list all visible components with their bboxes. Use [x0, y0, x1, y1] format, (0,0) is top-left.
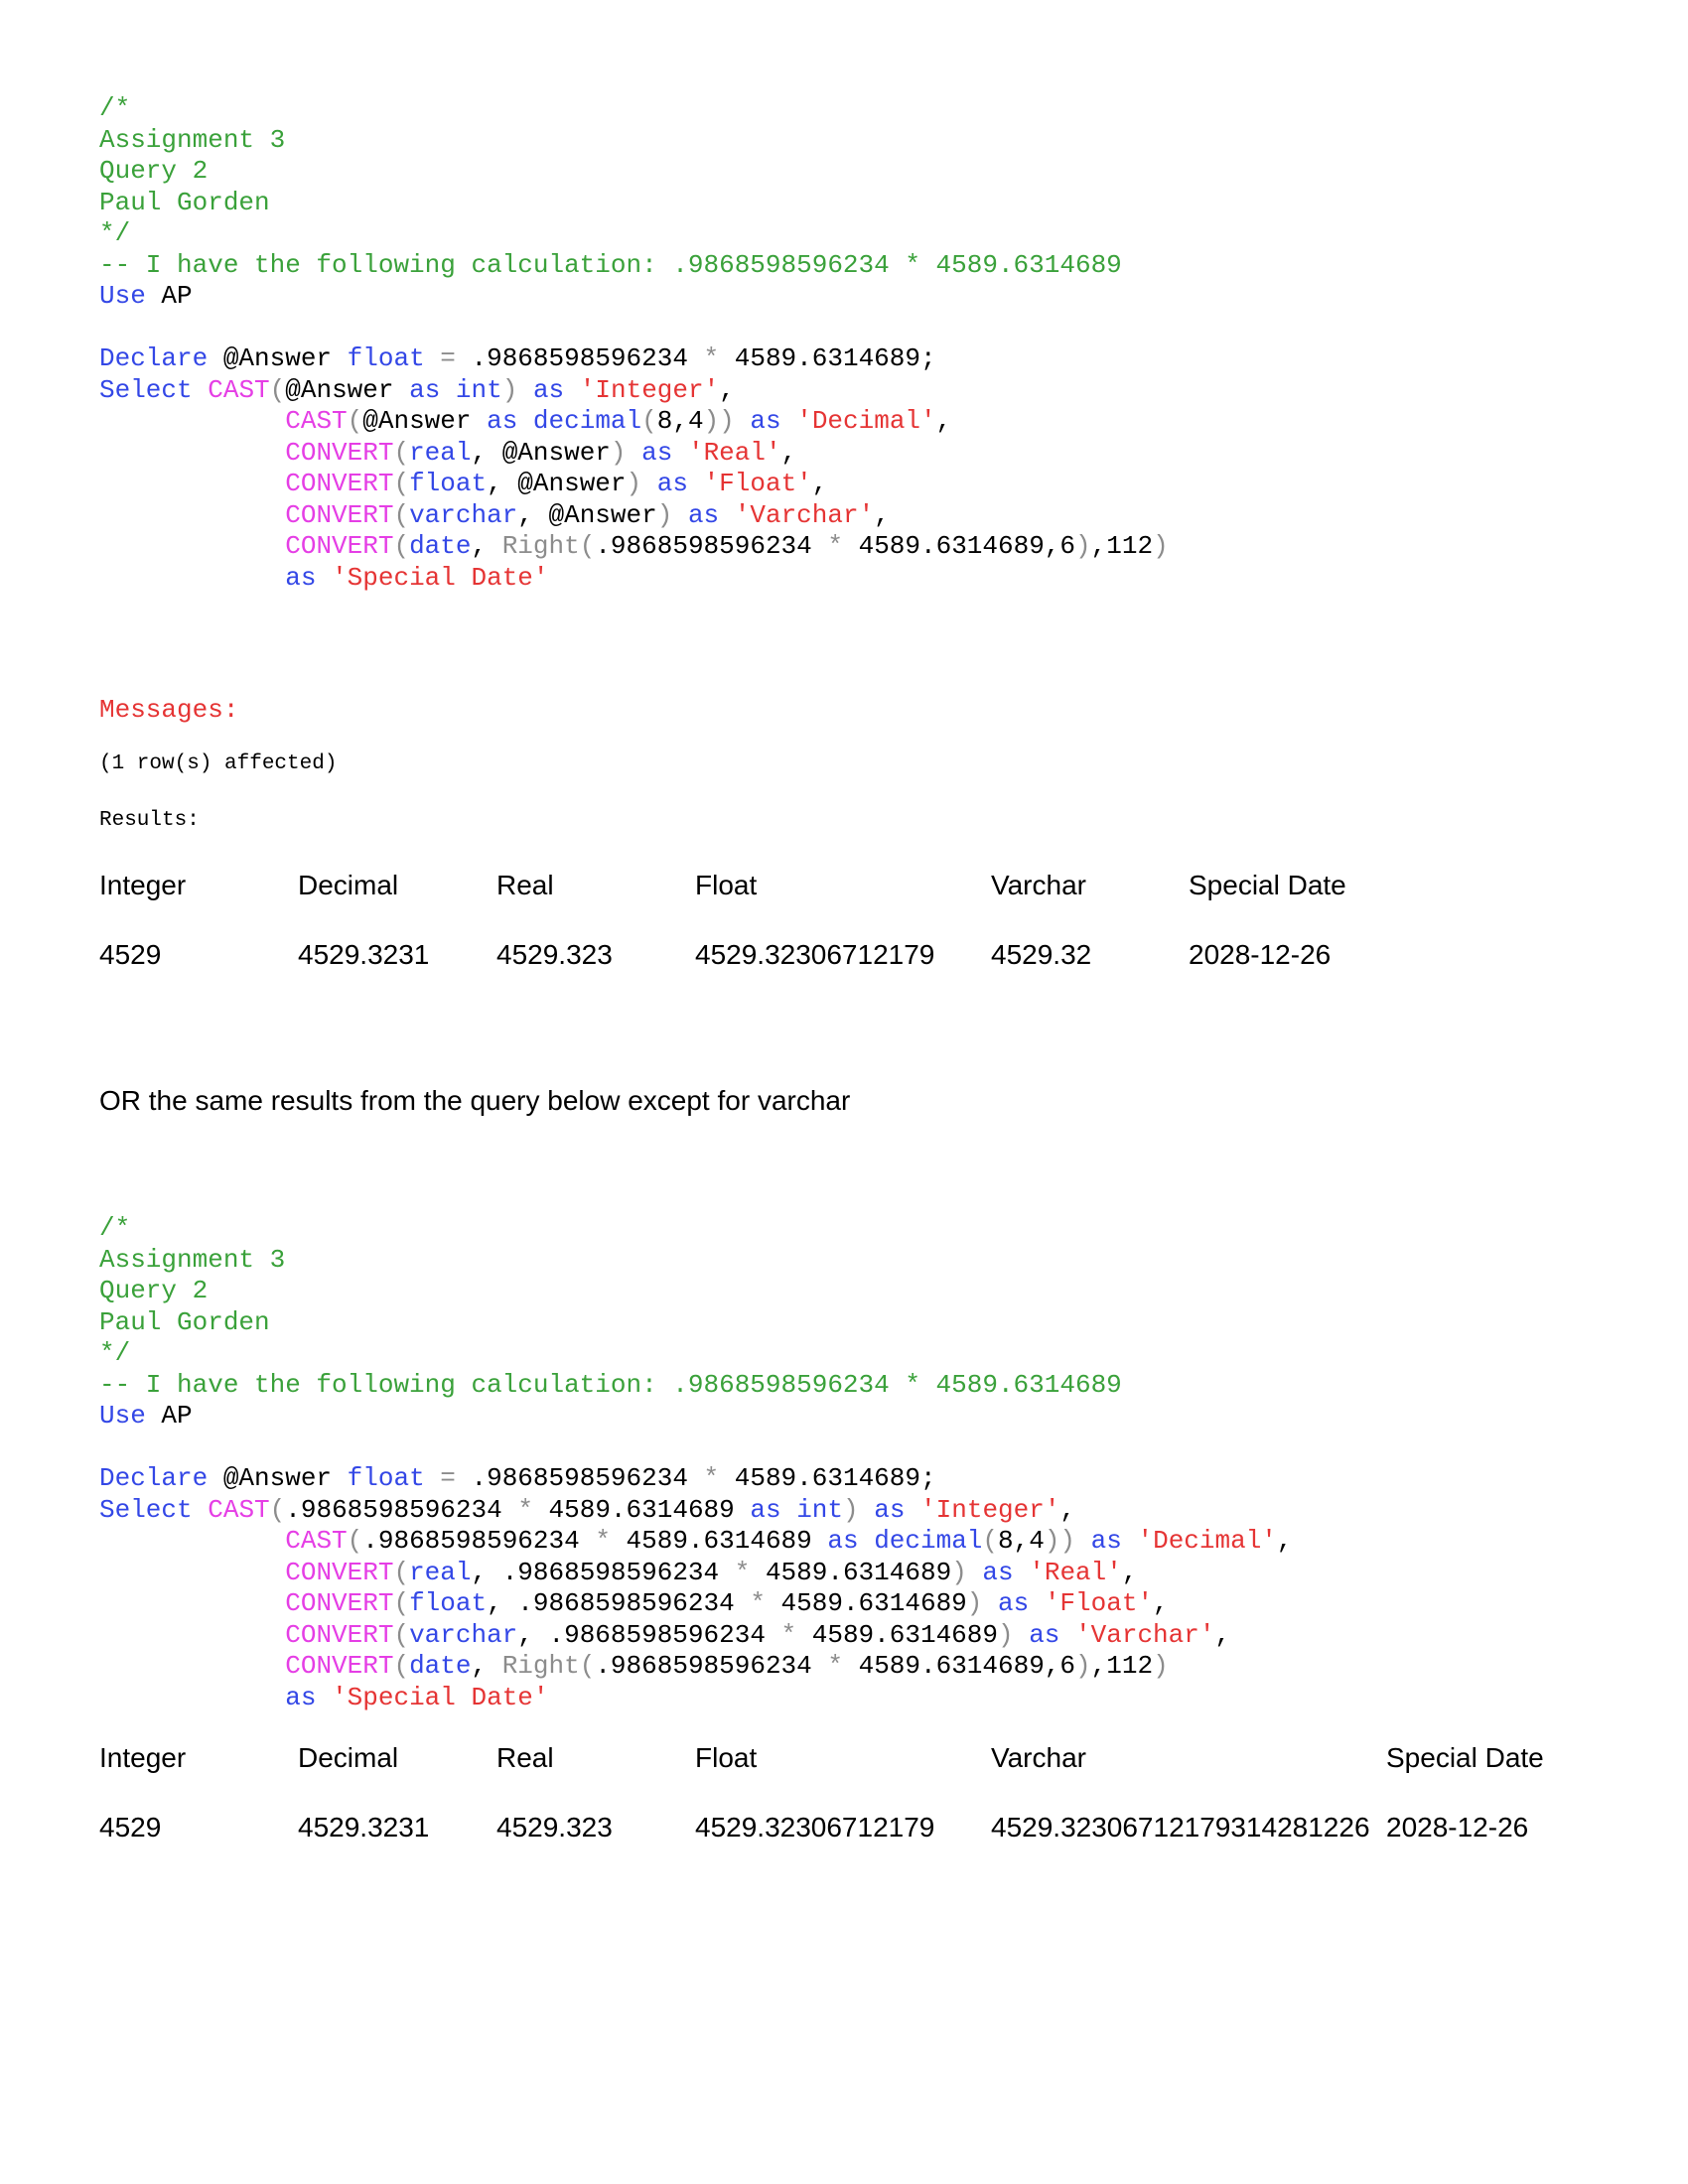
- cell-decimal: 4529.3231: [298, 939, 430, 970]
- cell-float: 4529.32306712179: [695, 939, 935, 970]
- cell-integer: 4529: [99, 1812, 162, 1843]
- rows-affected-text: (1 row(s) affected): [99, 752, 338, 775]
- sql-query-2: /* Assignment 3 Query 2 Paul Gorden */ -- I have the following calculation: .9868598596234 * 4589.6314689 Use AP Declare @Answer float = .9868598596234 * 4589.6314689; Select CAST(.9868598596234 * 4589.6314689 as int) as 'Integer', CAST(.9868598596234 * 4589.6314689 as decimal(8,4)) as 'Decimal', CONVERT(real, .9868598596234 * 4589.6314689) as 'Real', CONVERT(float, .9868598596234 * 4589.6314689) as 'Float', CONVERT(varchar, .9868598596234 * 4589.6314689) as 'Varchar', CONVERT(date, Right(.9868598596234 * 4589.6314689,6),112) as 'Special Date': [99, 1213, 1293, 1712]
- column-header-integer: Integer: [99, 1742, 187, 1773]
- column-header-varchar: Varchar: [991, 1742, 1086, 1773]
- results-label: Results:: [99, 809, 200, 832]
- column-header-decimal: Decimal: [298, 870, 399, 900]
- cell-decimal: 4529.3231: [298, 1812, 430, 1843]
- column-header-special-date: Special Date: [1189, 870, 1346, 900]
- column-header-real: Real: [496, 870, 554, 900]
- cell-special-date: 2028-12-26: [1386, 1812, 1529, 1843]
- column-header-varchar: Varchar: [991, 870, 1086, 900]
- cell-real: 4529.323: [496, 939, 613, 970]
- messages-heading: Messages:: [99, 695, 239, 725]
- column-header-special-date: Special Date: [1386, 1742, 1544, 1773]
- column-header-real: Real: [496, 1742, 554, 1773]
- column-header-float: Float: [695, 870, 758, 900]
- note-text: OR the same results from the query below except for varchar: [99, 1085, 851, 1116]
- cell-real: 4529.323: [496, 1812, 613, 1843]
- cell-integer: 4529: [99, 939, 162, 970]
- cell-float: 4529.32306712179: [695, 1812, 935, 1843]
- column-header-integer: Integer: [99, 870, 187, 900]
- column-header-decimal: Decimal: [298, 1742, 399, 1773]
- cell-varchar: 4529.32: [991, 939, 1092, 970]
- cell-special-date: 2028-12-26: [1189, 939, 1332, 970]
- column-header-float: Float: [695, 1742, 758, 1773]
- cell-varchar: 4529.3230671217931428​1226: [991, 1812, 1370, 1843]
- sql-query-1: /* Assignment 3 Query 2 Paul Gorden */ -- I have the following calculation: .9868598596234 * 4589.6314689 Use AP Declare @Answer float = .9868598596234 * 4589.6314689; Select CAST(@Answer as int) as 'Integer', CAST(@Answer as decimal(8,4)) as 'Decimal', CONVERT(real, @Answer) as 'Real', CONVERT(float, @Answer) as 'Float', CONVERT(varchar, @Answer) as 'Varchar', CONVERT(date, Right(.9868598596234 * 4589.6314689,6),112) as 'Special Date': [99, 93, 1169, 593]
